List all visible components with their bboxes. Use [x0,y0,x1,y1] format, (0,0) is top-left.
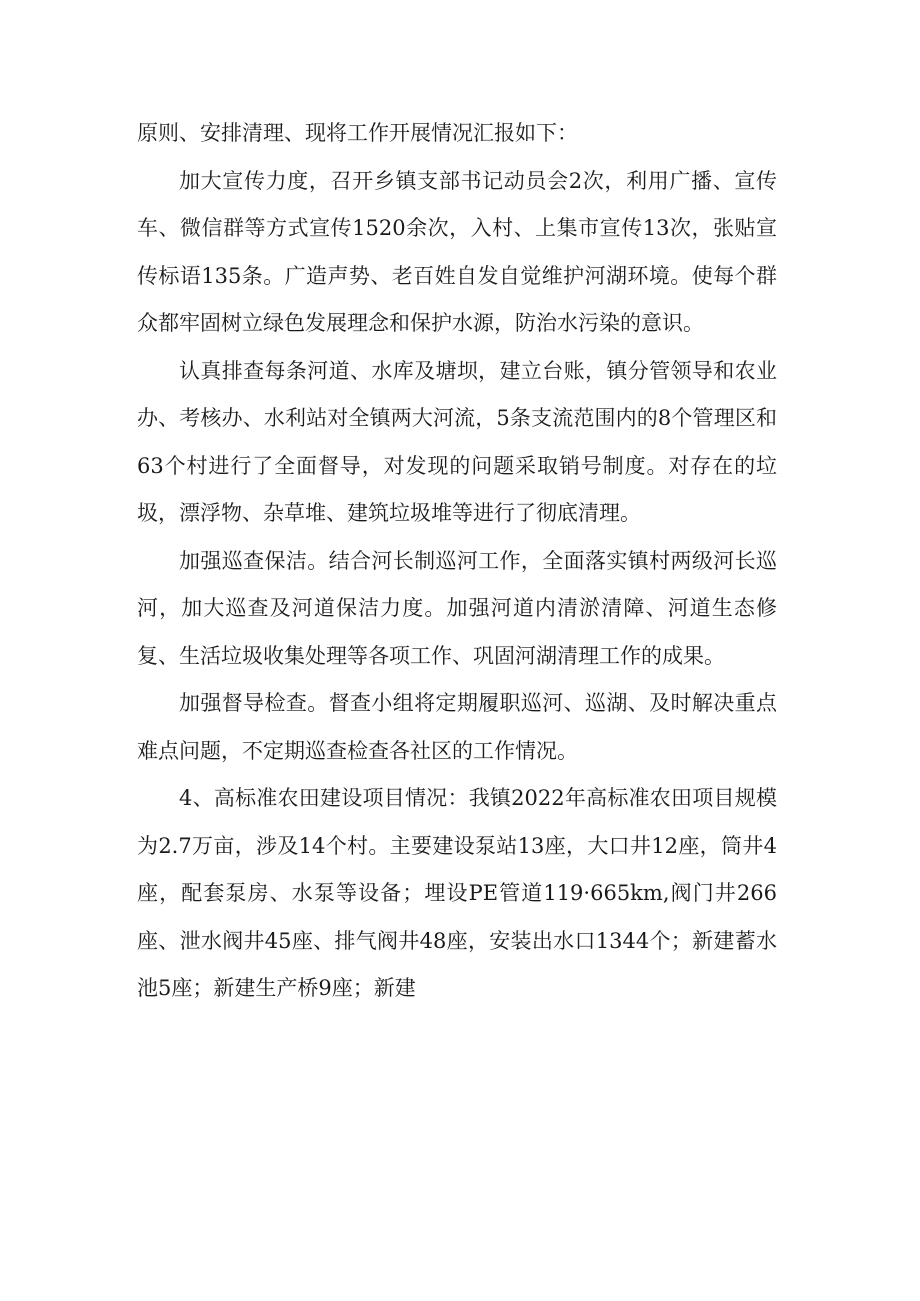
document-body [137,110,777,1013]
paragraph-patrol-cleaning: 加强巡查保洁。结合河长制巡河工作，全面落实镇村两级河长巡河，加大巡查及河道保洁力度。加强河道内清淤清障、河道生态修复、生活垃圾收集处理等各项工作、巩固河湖清理工作的成果。 [137,548,777,668]
paragraph-inspection: 认真排查每条河道、水库及塘坝，建立台账，镇分管领导和农业办、考核办、水利站对全镇两大河流，5条支流范围内的8个管理区和63个村进行了全面督导，对发现的问题采取销号制度。对存在的垃圾，漂浮物、杂草堆、建筑垃圾堆等进行了彻底清理。 [137,358,777,525]
paragraph-supervision: 加强督导检查。督查小组将定期履职巡河、巡湖、及时解决重点难点问题，不定期巡查检查各社区的工作情况。 [137,691,777,763]
paragraph-farmland-project: 4、高标准农田建设项目情况：我镇2022年高标准农田项目规模为2.7万亩，涉及14个村。主要建设泵站13座，大口井12座，筒井4座，配套泵房、水泵等设备；埋设PE管道119·665km,阀门井266座、泄水阀井45座、排气阀井48座，安装出水口1344个；新建蓄水池5座；新建生产桥9座；新建 [137,786,777,1000]
paragraph-intro: 原则、安排清理、现将工作开展情况汇报如下： [137,121,578,145]
paragraph-publicity: 加大宣传力度，召开乡镇支部书记动员会2次，利用广播、宣传车、微信群等方式宣传1520余次，入村、上集市宣传13次，张贴宣传标语135条。广造声势、老百姓自发自觉维护河湖环境。使每个群众都牢固树立绿色发展理念和保护水源，防治水污染的意识。 [137,168,777,335]
